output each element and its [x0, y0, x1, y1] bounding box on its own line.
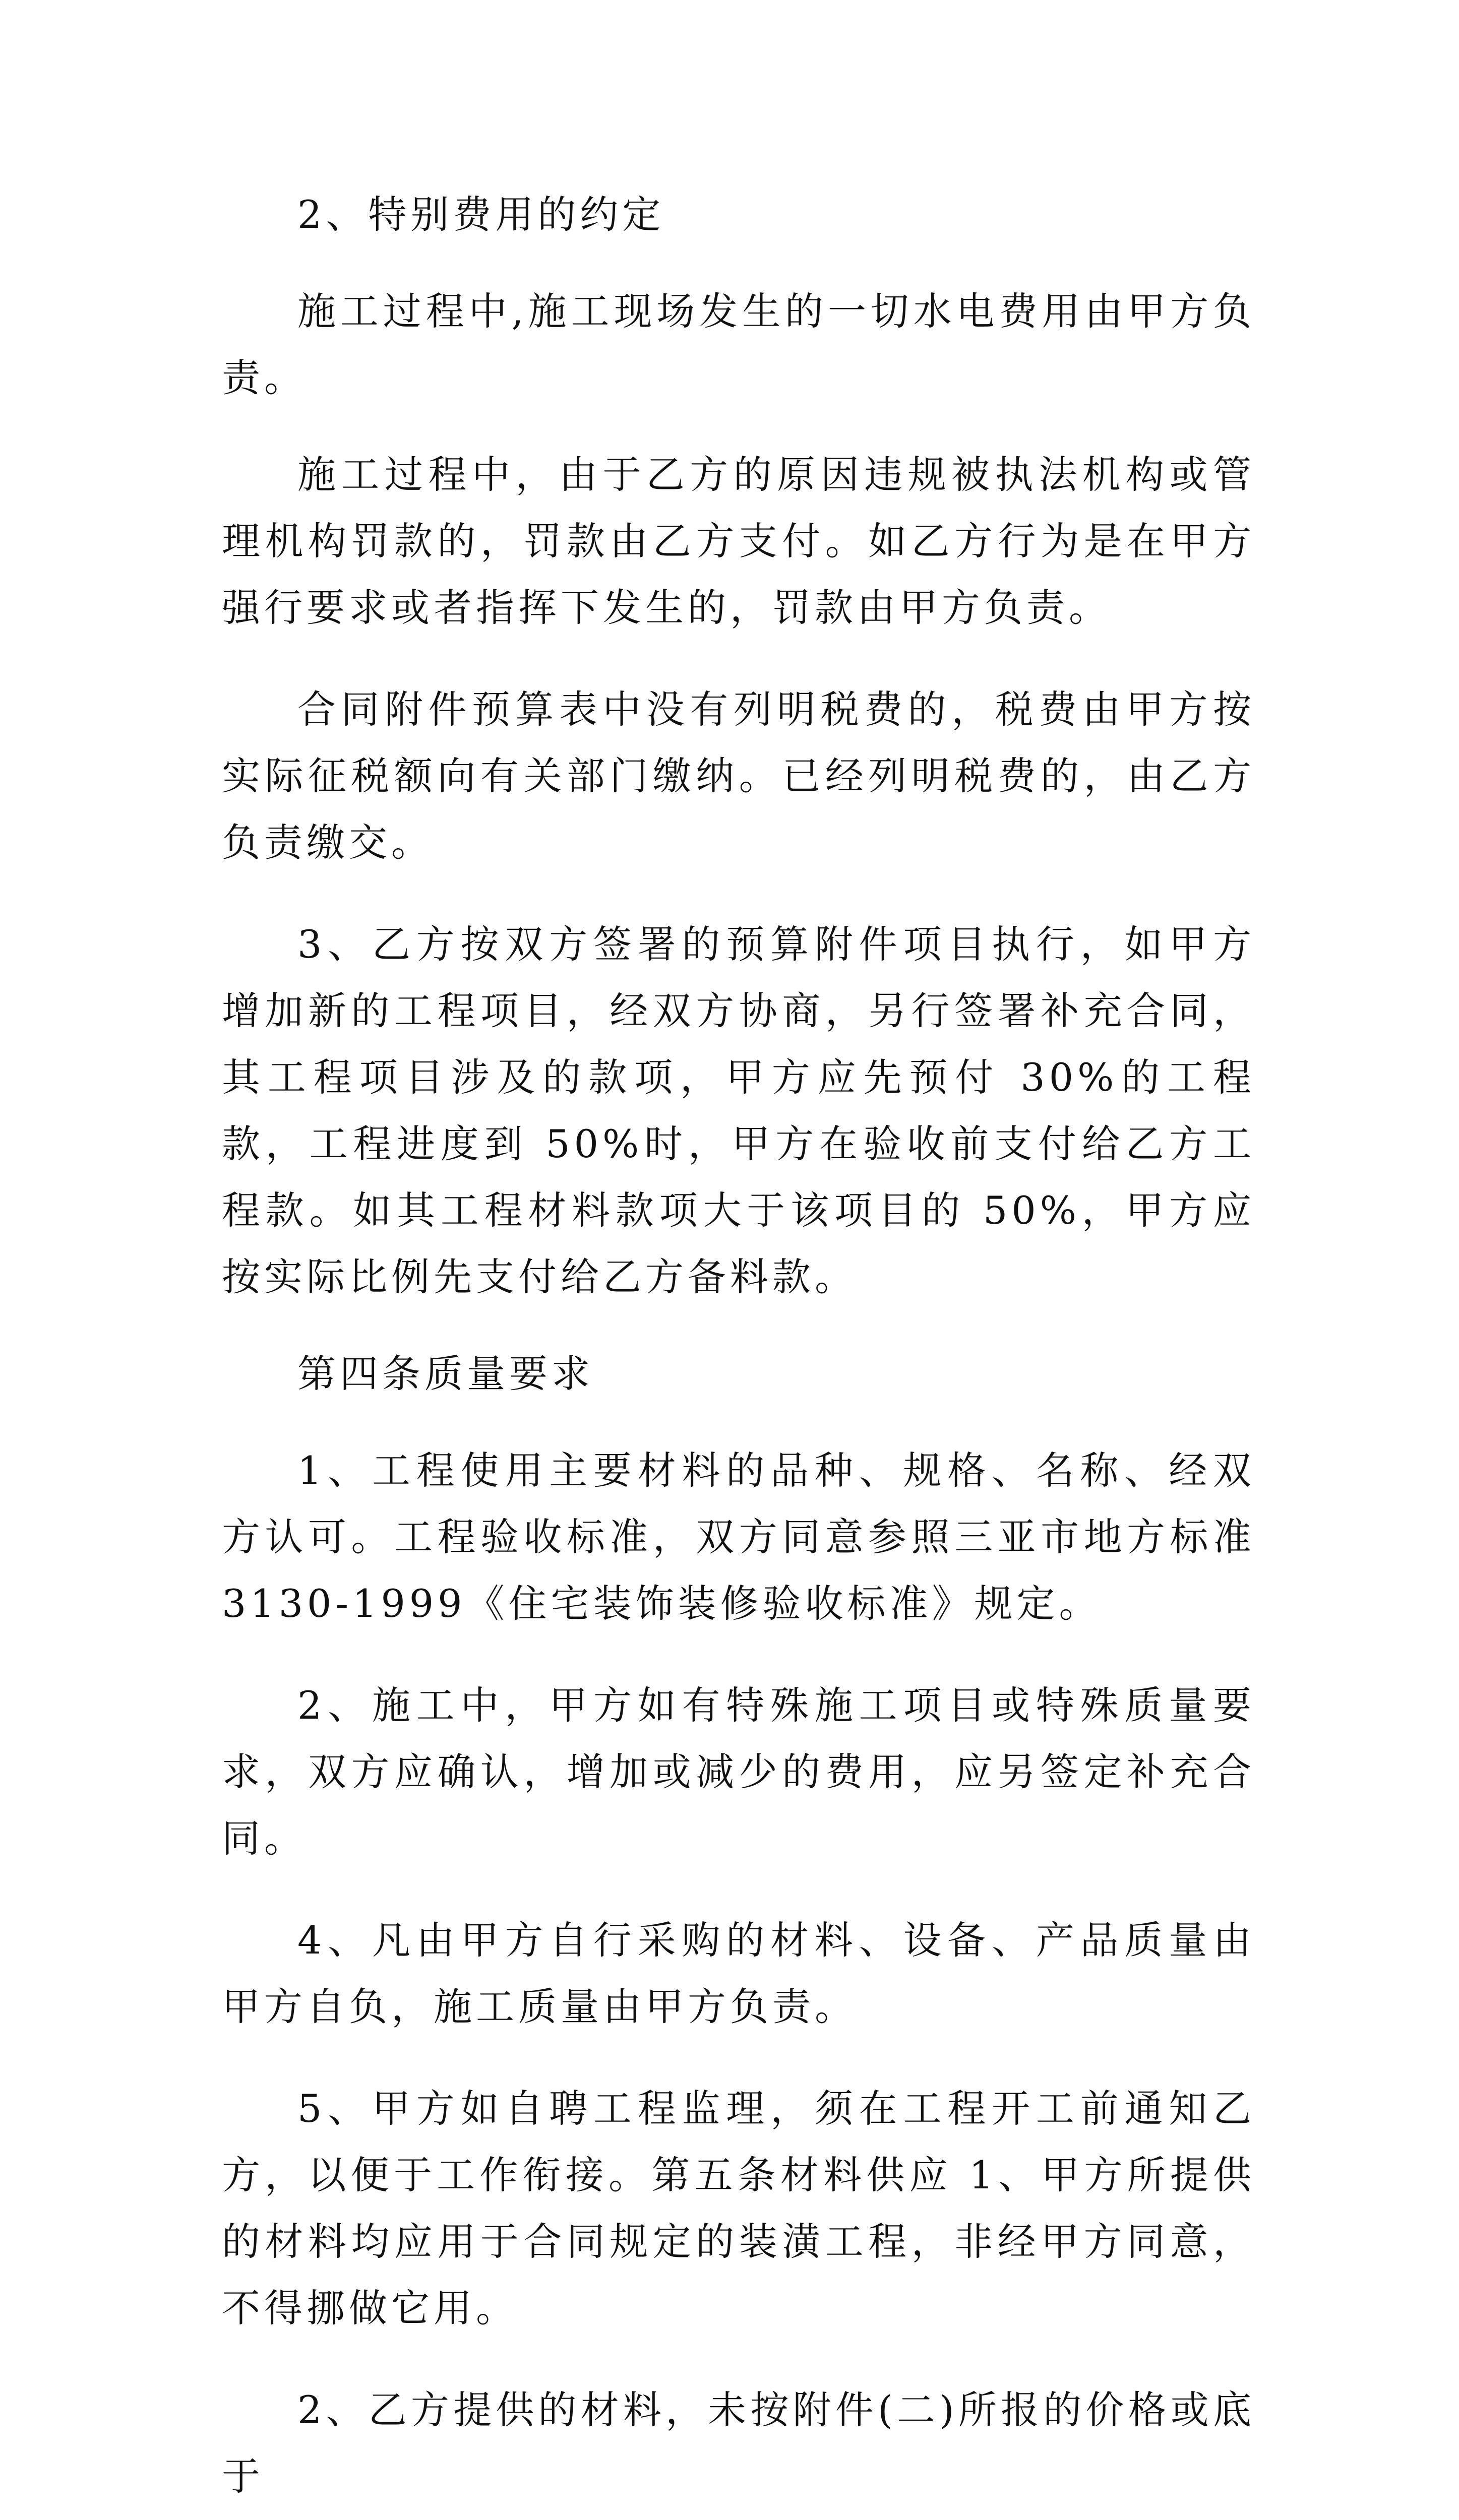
paragraph-fines: 施工过程中，由于乙方的原因违规被执法机构或管理机构罚款的，罚款由乙方支付。如乙方行为是在甲方强行要求或者指挥下发生的，罚款由甲方负责。 [222, 452, 1255, 630]
paragraph-utility-fees: 施工过程中,施工现场发生的一切水电费用由甲方负责。 [222, 289, 1255, 400]
paragraph-owner-purchased: 4、凡由甲方自行采购的材料、设备、产品质量由甲方自负，施工质量由甲方负责。 [222, 1918, 1255, 2029]
paragraph-materials-standard: 1、工程使用主要材料的品种、规格、名称、经双方认可。工程验收标准，双方同意参照三亚市地方标准 3130-1999《住宅装饰装修验收标准》规定。 [222, 1448, 1255, 1626]
paragraph-quality-heading: 第四条质量要求 [297, 1351, 594, 1396]
paragraph-additional-projects: 3、乙方按双方签署的预算附件项目执行，如甲方增加新的工程项目，经双方协商，另行签署补充合同，其工程项目涉及的款项，甲方应先预付 30%的工程款，工程进度到 50%时，甲方在验收前支付给乙方工程款。如其工程材料款项大于该项目的 50%，甲方应按实际比例先支付给乙方备料款。 [222, 922, 1255, 1299]
paragraph-special-fees-heading: 2、特别费用的约定 [297, 192, 665, 237]
paragraph-contractor-materials: 2、乙方提供的材料，未按附件(二)所报的价格或底于 [222, 2387, 1255, 2499]
paragraph-special-requirements: 2、施工中，甲方如有特殊施工项目或特殊质量要求，双方应确认，增加或减少的费用，应另签定补充合同。 [222, 1683, 1255, 1861]
document-body [222, 181, 1255, 2520]
paragraph-supervision-and-supply: 5、甲方如自聘工程监理，须在工程开工前通知乙方，以便于工作衔接。第五条材料供应 1、甲方所提供的材料均应用于合同规定的装潢工程，非经甲方同意，不得挪做它用。 [222, 2086, 1255, 2330]
paragraph-taxes: 合同附件预算表中没有列明税费的，税费由甲方按实际征税额向有关部门缴纳。已经列明税费的，由乙方负责缴交。 [222, 687, 1255, 865]
